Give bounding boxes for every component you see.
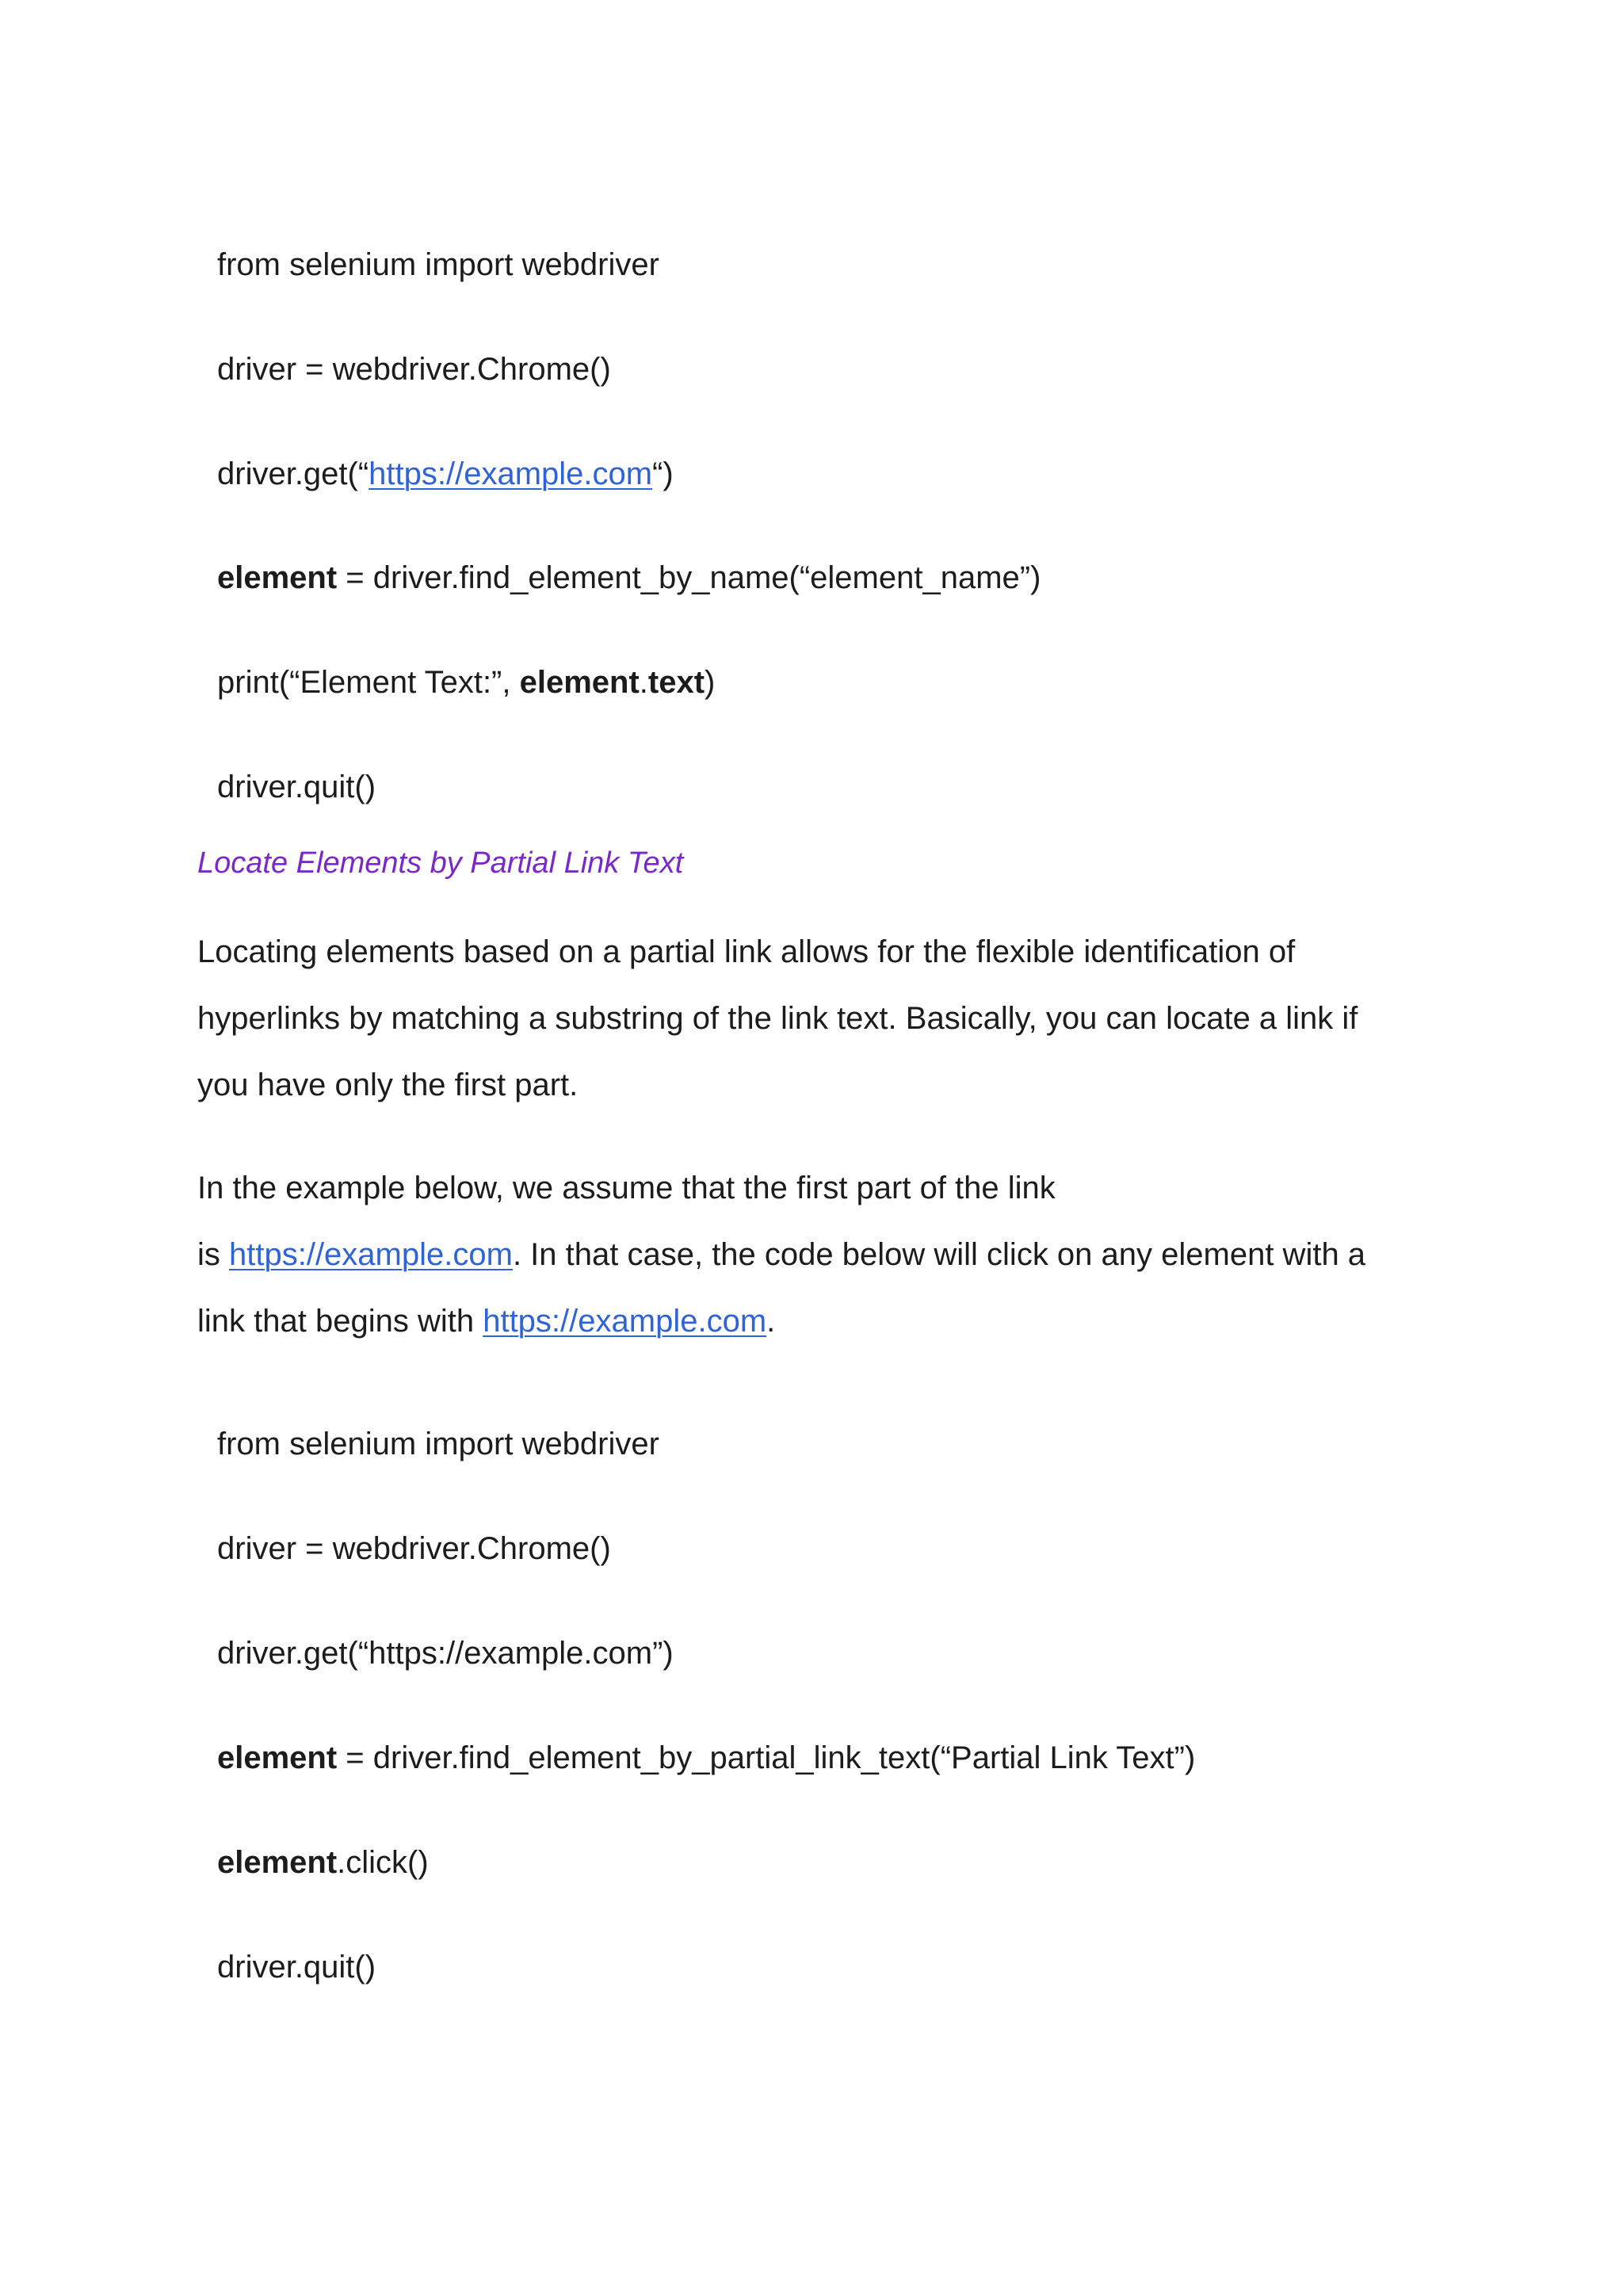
paragraph-text: . In that case, the code below will click on any element with a bbox=[512, 1237, 1366, 1272]
code-line: from selenium import webdriver bbox=[217, 247, 659, 282]
paragraph-line: hyperlinks by matching a substring of the link text. Basically, you can locate a link if bbox=[197, 1001, 1358, 1036]
code-text: “) bbox=[652, 457, 674, 491]
code-line bbox=[217, 559, 1041, 597]
code-line: driver.get(“https://example.com”) bbox=[217, 1636, 674, 1671]
code-text: = driver.find_element_by_partial_link_text(“Partial Link Text”) bbox=[337, 1740, 1196, 1775]
code-keyword: element bbox=[519, 665, 640, 700]
example-link[interactable]: https://example.com bbox=[229, 1237, 513, 1272]
code-text: . bbox=[639, 665, 648, 700]
code-line bbox=[217, 1843, 429, 1881]
code-text: ) bbox=[705, 665, 716, 700]
code-line bbox=[217, 1739, 1195, 1777]
paragraph-text: link that begins with bbox=[197, 1304, 483, 1339]
paragraph-line: you have only the first part. bbox=[197, 1068, 579, 1102]
code-line bbox=[217, 663, 715, 701]
example-link[interactable]: https://example.com bbox=[483, 1304, 767, 1339]
section-heading: Locate Elements by Partial Link Text bbox=[197, 846, 684, 880]
code-text: print(“Element Text:”, bbox=[217, 665, 520, 700]
paragraph-line: In the example below, we assume that the first part of the link bbox=[197, 1171, 1056, 1205]
code-keyword: element bbox=[217, 1845, 338, 1880]
code-line: from selenium import webdriver bbox=[217, 1427, 659, 1461]
code-text: .click() bbox=[337, 1845, 429, 1880]
paragraph-text: . bbox=[766, 1304, 776, 1339]
code-keyword: element bbox=[217, 1740, 338, 1775]
code-text: = driver.find_element_by_name(“element_name”) bbox=[337, 560, 1041, 595]
code-line: driver.quit() bbox=[217, 770, 376, 804]
code-keyword: text bbox=[647, 665, 705, 700]
code-line bbox=[217, 455, 674, 493]
paragraph-line bbox=[197, 1302, 775, 1340]
paragraph-line: Locating elements based on a partial link allows for the flexible identification of bbox=[197, 934, 1296, 969]
code-keyword: element bbox=[217, 560, 338, 595]
example-link[interactable]: https://example.com bbox=[369, 457, 653, 491]
code-line: driver = webdriver.Chrome() bbox=[217, 352, 611, 387]
paragraph-line bbox=[197, 1236, 1365, 1274]
code-text: driver.get(“ bbox=[217, 457, 369, 491]
code-line: driver = webdriver.Chrome() bbox=[217, 1531, 611, 1566]
paragraph-text: is bbox=[197, 1237, 229, 1272]
code-line: driver.quit() bbox=[217, 1950, 376, 1985]
